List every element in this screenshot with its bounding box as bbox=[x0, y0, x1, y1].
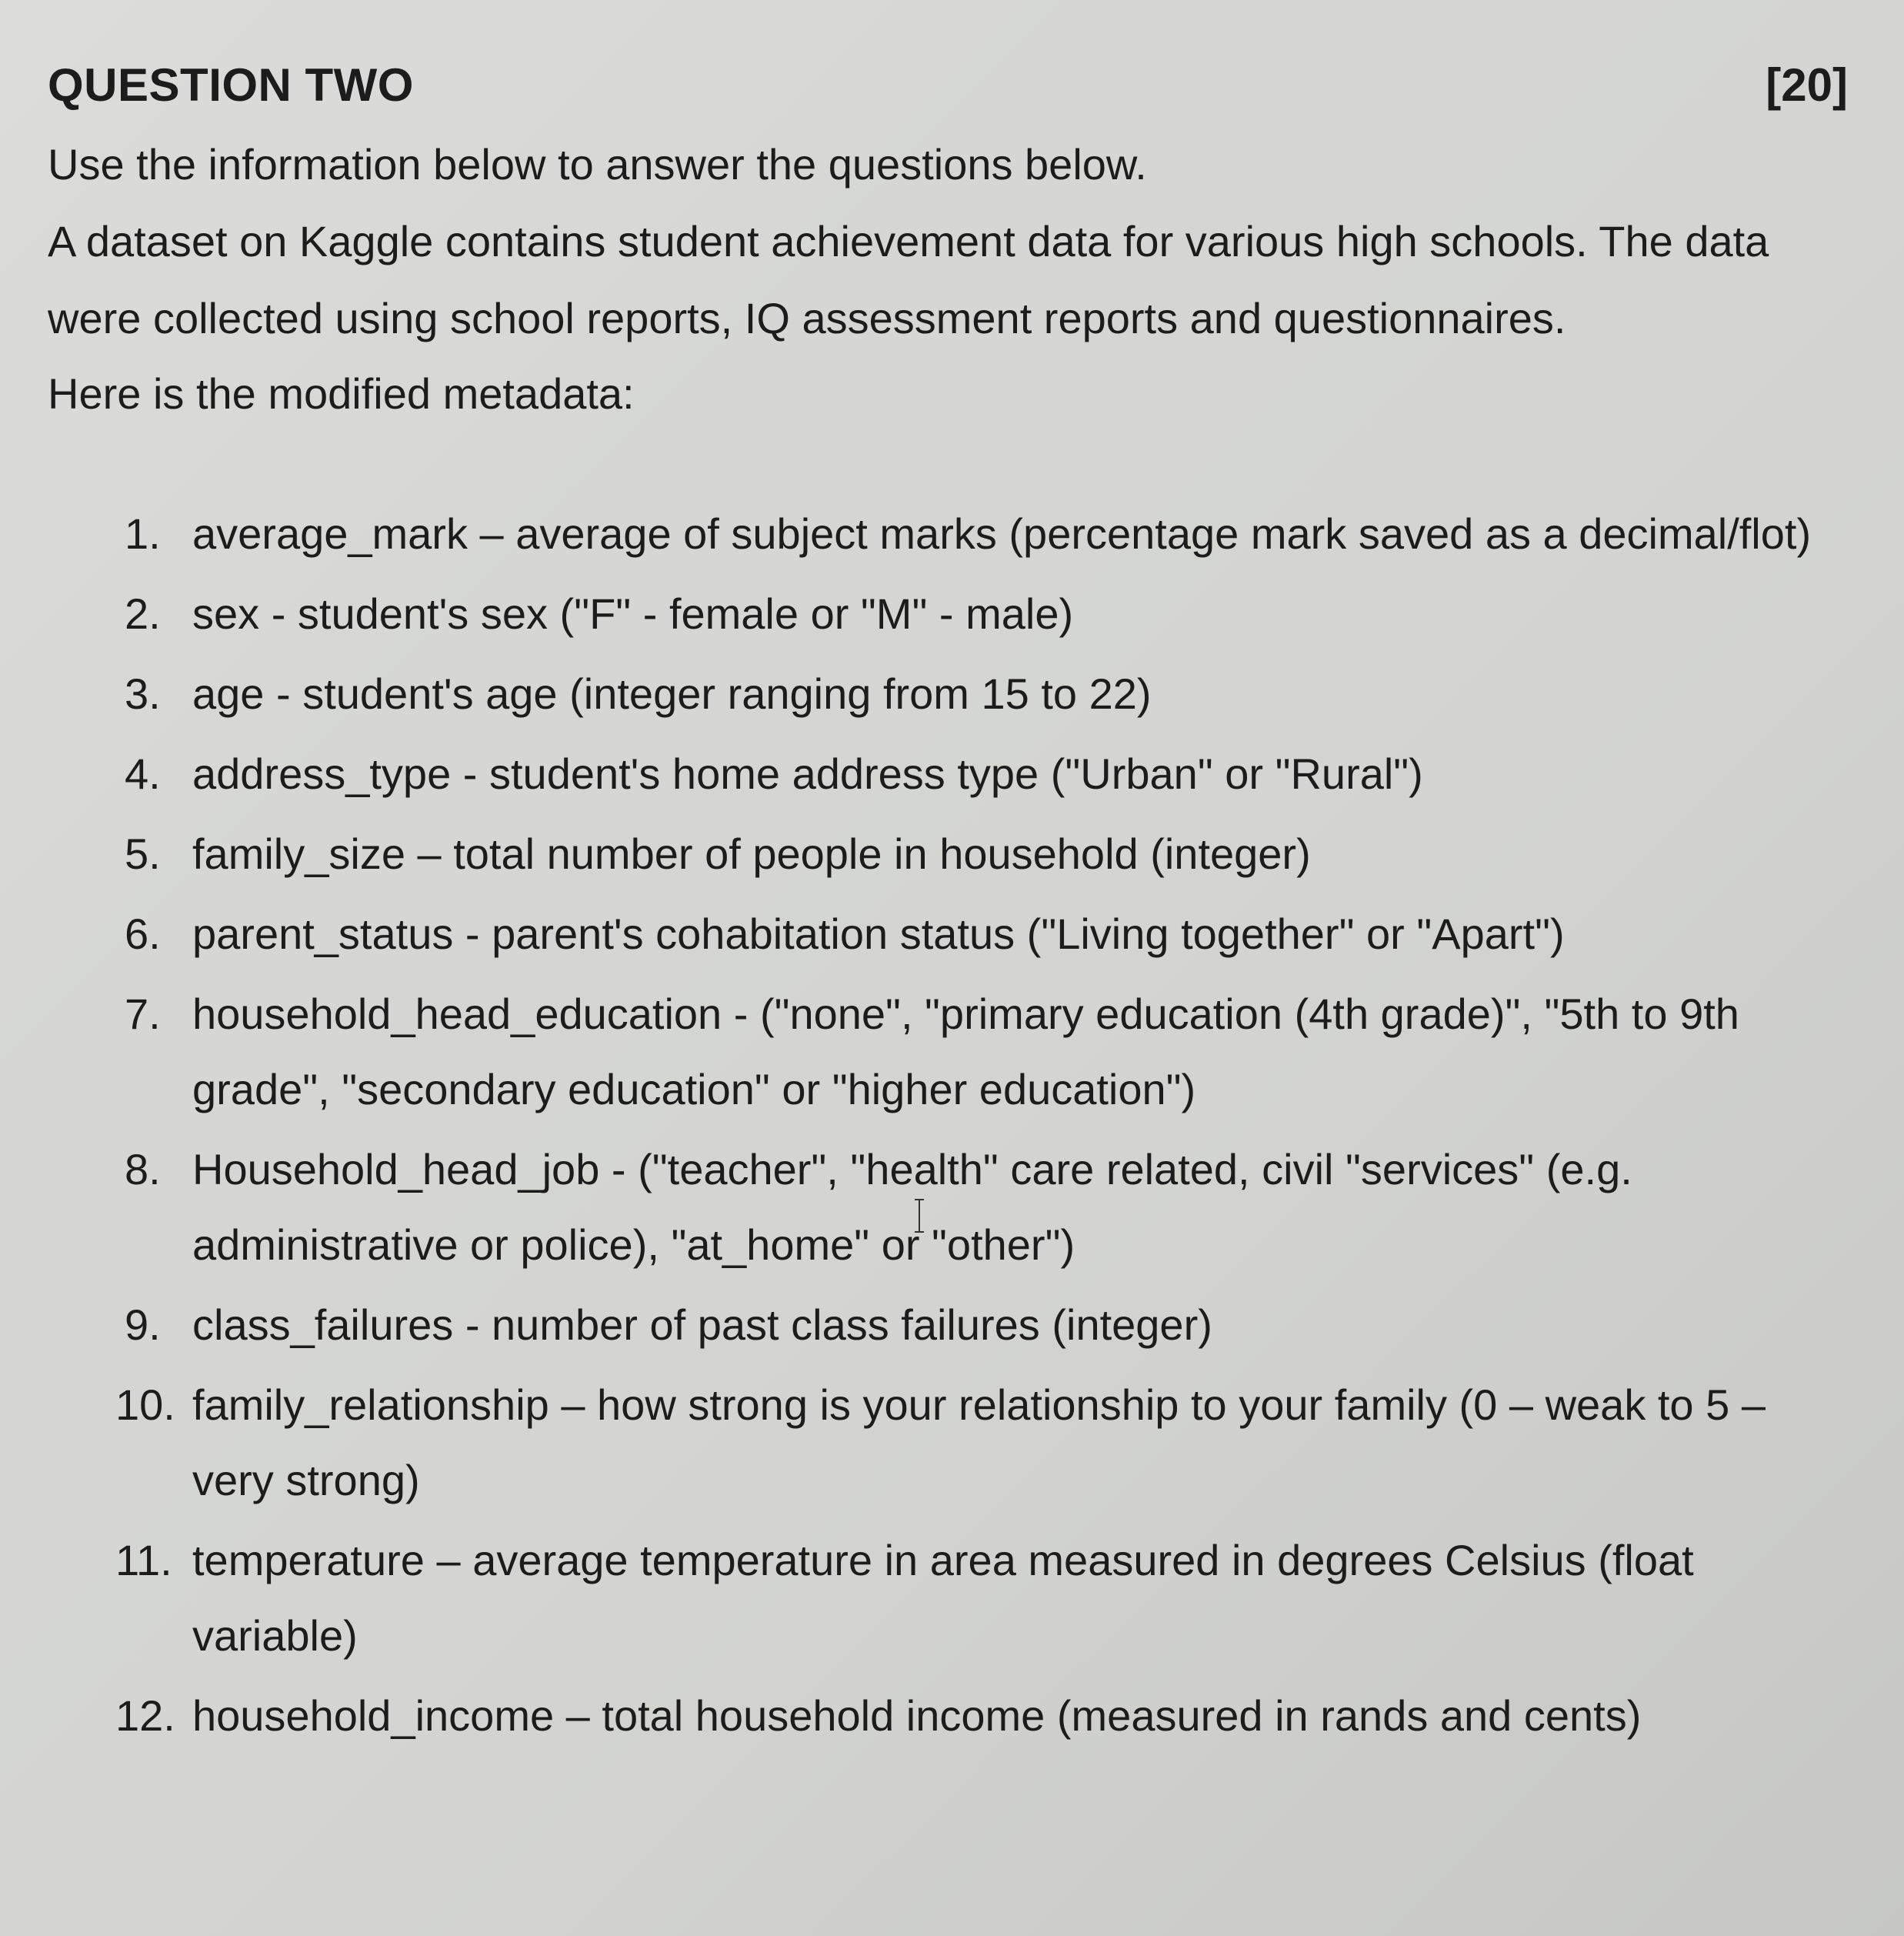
list-item-text: average_mark – average of subject marks (percentage mark saved as a decimal/flot) bbox=[192, 509, 1812, 558]
list-item-text: household_income – total household income (measured in rands and cents) bbox=[192, 1691, 1642, 1740]
list-item-text: address_type - student's home address type ("Urban" or "Rural") bbox=[192, 749, 1423, 798]
question-title: QUESTION TWO bbox=[48, 59, 414, 111]
intro-metadata-heading: Here is the modified metadata: bbox=[48, 369, 635, 418]
list-item-text: sex - student's sex ("F" - female or "M" - male) bbox=[192, 589, 1074, 638]
list-item bbox=[115, 816, 1846, 892]
list-item bbox=[115, 1523, 1846, 1674]
list-item bbox=[115, 976, 1846, 1127]
question-header bbox=[48, 58, 1848, 120]
list-item-text: family_relationship – how strong is your relationship to your family (0 – weak to 5 – very strong) bbox=[192, 1380, 1766, 1504]
intro-dataset-description: A dataset on Kaggle contains student achievement data for various high schools. The data were collected using school reports, IQ assessment reports and questionnaires. bbox=[48, 217, 1769, 342]
list-item-number: 7. bbox=[125, 990, 161, 1038]
list-item-text: Household_head_job - ("teacher", "health" care related, civil "services" (e.g. administrative or police), "at_home" or "other") bbox=[192, 1145, 1632, 1269]
list-item-number: 12. bbox=[115, 1691, 175, 1740]
list-item-number: 4. bbox=[125, 749, 161, 798]
text-cursor-icon bbox=[914, 1197, 925, 1234]
list-item bbox=[115, 656, 1846, 732]
list-item-text: temperature – average temperature in area measured in degrees Celsius (float variable) bbox=[192, 1536, 1694, 1660]
list-item bbox=[115, 1367, 1846, 1518]
list-item-number: 2. bbox=[125, 589, 161, 638]
list-item-number: 1. bbox=[125, 509, 161, 558]
intro-instruction: Use the information below to answer the questions below. bbox=[48, 140, 1147, 189]
list-item-text: household_head_education - ("none", "primary education (4th grade)", "5th to 9th grade", "secondary education" or "higher education") bbox=[192, 990, 1739, 1113]
list-item bbox=[115, 736, 1846, 812]
question-marks: [20] bbox=[1766, 59, 1848, 111]
list-item-text: class_failures - number of past class failures (integer) bbox=[192, 1300, 1212, 1349]
list-item-number: 8. bbox=[125, 1145, 161, 1193]
list-item bbox=[115, 896, 1846, 972]
list-item bbox=[115, 1132, 1846, 1283]
list-item-number: 10. bbox=[115, 1380, 175, 1429]
list-item-text: age - student's age (integer ranging from 15 to 22) bbox=[192, 669, 1152, 718]
list-item-number: 11. bbox=[115, 1536, 172, 1584]
list-item bbox=[115, 1678, 1846, 1754]
list-item-text: family_size – total number of people in household (integer) bbox=[192, 829, 1311, 878]
list-item-number: 6. bbox=[125, 910, 161, 958]
list-item bbox=[115, 576, 1846, 652]
list-item bbox=[115, 496, 1846, 572]
list-item-number: 9. bbox=[125, 1300, 161, 1349]
list-item-text: parent_status - parent's cohabitation status ("Living together" or "Apart") bbox=[192, 910, 1565, 958]
metadata-list bbox=[115, 496, 1846, 1758]
list-item-number: 3. bbox=[125, 669, 161, 718]
list-item bbox=[115, 1287, 1846, 1363]
list-item-number: 5. bbox=[125, 829, 161, 878]
